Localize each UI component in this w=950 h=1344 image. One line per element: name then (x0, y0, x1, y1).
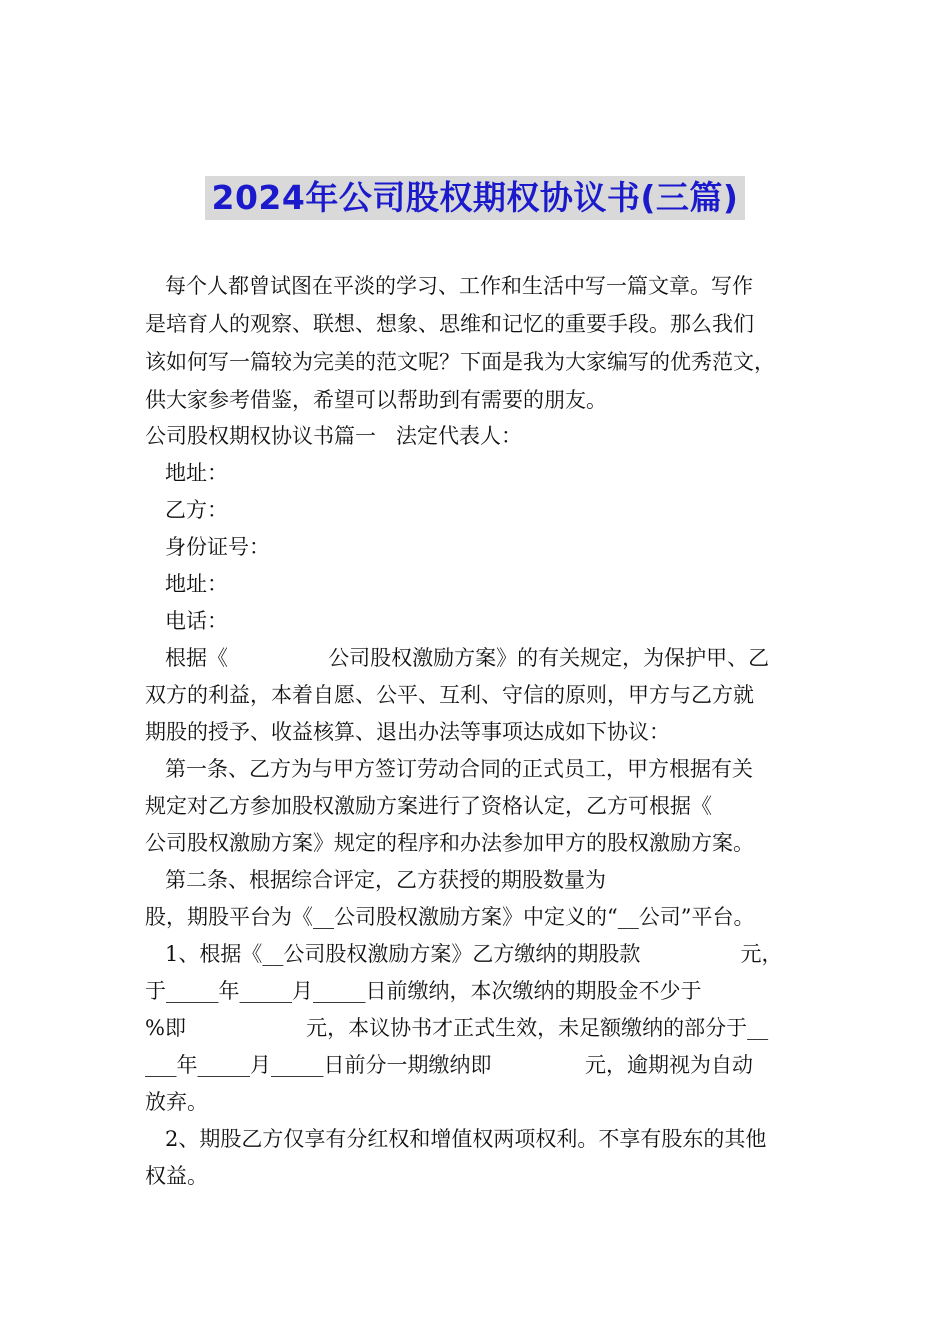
body-line: 双方的利益，本着自愿、公平、互利、守信的原则，甲方与乙方就 (145, 683, 754, 707)
body-line: ___年_____月_____日前分一期缴纳即 元，逾期视为自动 (145, 1053, 753, 1077)
body-line: 规定对乙方参加股权激励方案进行了资格认定，乙方可根据《 (145, 794, 712, 818)
body-line: 每个人都曾试图在平淡的学习、工作和生活中写一篇文章。写作 (145, 274, 754, 298)
body-line: 公司股权期权协议书篇一 法定代表人： (145, 424, 523, 448)
body-line: 第二条、根据综合评定，乙方获授的期股数量为 (145, 868, 607, 892)
title-container (0, 176, 950, 220)
body-line: 该如何写一篇较为完美的范文呢？下面是我为大家编写的优秀范文， (145, 350, 775, 374)
body-line: 权益。 (145, 1164, 208, 1188)
document-title: 2024年公司股权期权协议书(三篇) (205, 176, 744, 220)
body-line: 地址： (145, 461, 229, 485)
body-line: 期股的授予、收益核算、退出办法等事项达成如下协议： (145, 720, 670, 744)
body-line: 乙方： (145, 498, 229, 522)
body-line: 公司股权激励方案》规定的程序和办法参加甲方的股权激励方案。 (145, 831, 754, 855)
body-line: 第一条、乙方为与甲方签订劳动合同的正式员工，甲方根据有关 (145, 757, 754, 781)
body-line: 是培育人的观察、联想、想象、思维和记忆的重要手段。那么我们 (145, 312, 754, 336)
body-line: 放弃。 (145, 1090, 208, 1114)
body-line: 股，期股平台为《__公司股权激励方案》中定义的“__公司”平台。 (145, 905, 755, 929)
body-line: 身份证号： (145, 535, 271, 559)
body-line: 地址： (145, 572, 229, 596)
body-line: 于_____年_____月_____日前缴纳，本次缴纳的期股金不少于 (145, 979, 702, 1003)
body-line: 供大家参考借鉴，希望可以帮助到有需要的朋友。 (145, 388, 607, 412)
body-line: 1、根据《__公司股权激励方案》乙方缴纳的期股款 元， (145, 942, 783, 966)
body-line: 2、期股乙方仅享有分红权和增值权两项权利。不享有股东的其他 (145, 1127, 767, 1151)
body-line: %即 元，本议协书才正式生效，未足额缴纳的部分于__ (145, 1016, 769, 1040)
body-line: 电话： (145, 609, 229, 633)
body-line: 根据《 公司股权激励方案》的有关规定，为保护甲、乙 (145, 646, 770, 670)
